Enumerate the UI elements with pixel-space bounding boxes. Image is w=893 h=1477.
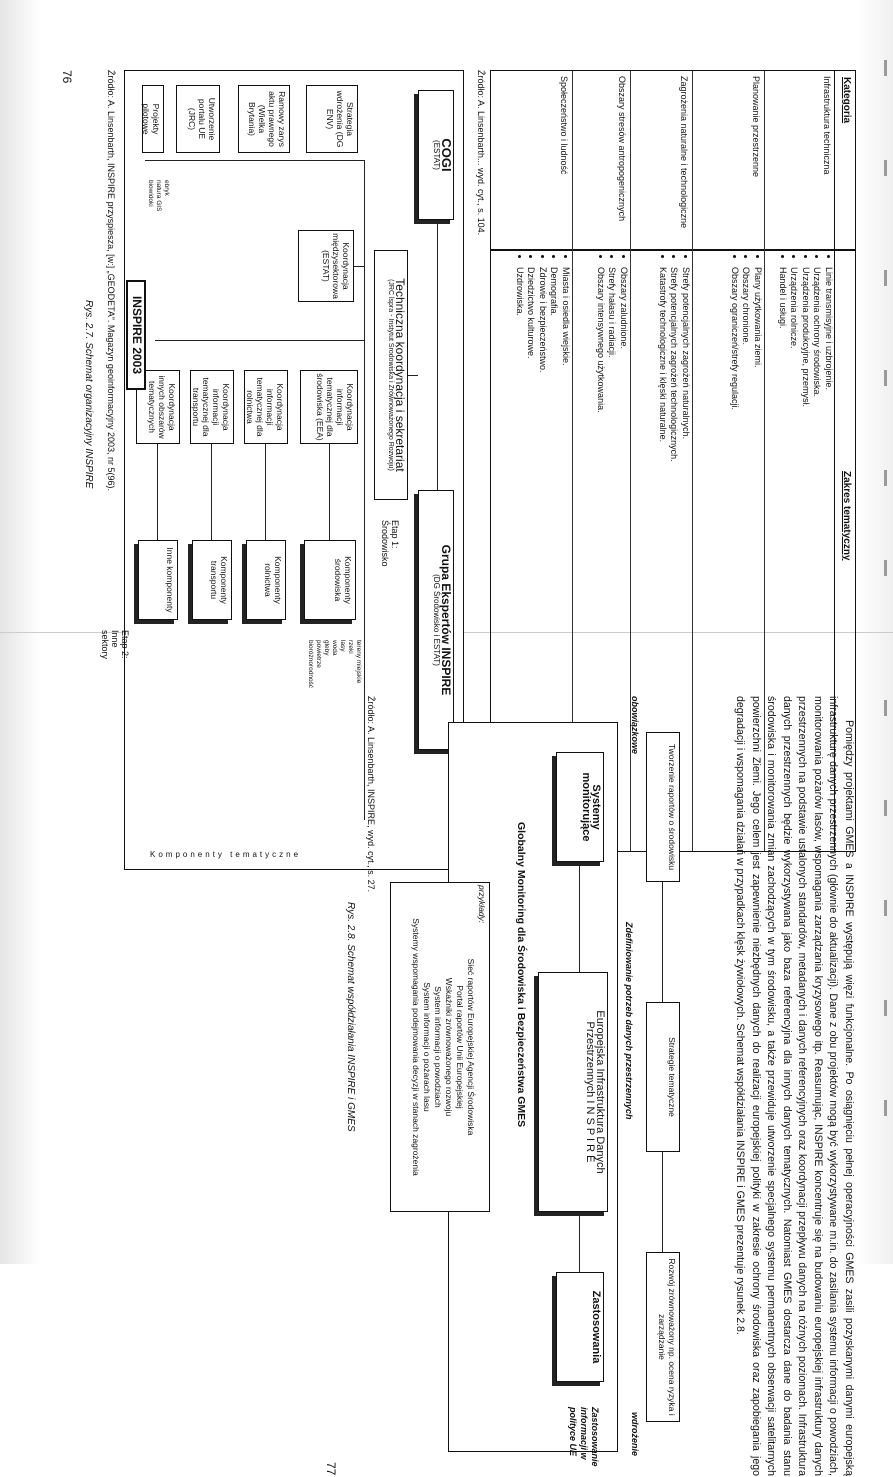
thematic-components-label: Komponenty tematyczne (150, 850, 302, 859)
examples-title: przykłady: (477, 885, 487, 924)
inspire-2003-label: INSPIRE 2003 (126, 280, 146, 390)
tag: powietrze (315, 640, 322, 668)
row-item: • Obszary ograniczeń/strefy regulacji. (729, 267, 741, 847)
edge-mark (884, 470, 887, 486)
monitoring-systems-box: Systemy monitorujące (556, 752, 604, 862)
page-number-77: 77 (324, 1462, 338, 1476)
env-info-box: Koordynacja informacji tematycznej dla środowiska (EEA) (300, 370, 358, 444)
row-item: • Miasta i osiedla wiejskie. (560, 267, 572, 847)
agri-info-box: Koordynacja informacji tematycznej dla rolnictwa (244, 370, 288, 444)
example-item: Portal raportów Unii Europejskiej (455, 985, 465, 1109)
connector (354, 266, 365, 267)
connector (145, 160, 365, 161)
header-category: Kategoria (841, 77, 852, 124)
coordination-box (374, 250, 408, 500)
row-item: • Handel i usługi. (777, 267, 789, 847)
row-item: • Uzdrowiska. (514, 267, 526, 847)
implementation-label: wdrożenie (630, 1412, 640, 1457)
transport-components-box: Komponenty transportu (192, 540, 232, 620)
connector (437, 220, 438, 490)
row-item: • Plany użytkowania ziemi. (752, 267, 764, 847)
table-source: Źródło: A. Linsenbarth... wyd. cyt., s. 104. (476, 70, 486, 236)
legal-framework-box: Ramowy zarys aktu prawnego (Wielka Brytania) (238, 85, 290, 153)
gis-tag: natura GIS (155, 180, 162, 212)
diagram-source: Źródło: A. Linsenbarth, INSPIRE przyspiesza, [w:] „GEODETA”. Magazyn geoinformacyjny 2003, nr 5(96). (106, 70, 116, 492)
row-item: • Obszary zaludnione. (618, 267, 630, 847)
examples-box (390, 882, 490, 1212)
page-77 (50, 672, 870, 1476)
edge-mark (884, 60, 887, 76)
row-category: Planowanie przestrzenne (751, 76, 761, 178)
row-item: • Urządzenia ochrony środowiska. (811, 267, 823, 847)
edge-mark (884, 1100, 887, 1116)
figure-caption-2-7: Rys. 2.7. Schemat organizacyjny INSPIRE (83, 300, 94, 489)
edge-mark (884, 160, 887, 176)
stage-2-label: Etap 2: Inne sektory (100, 630, 130, 660)
connector (329, 444, 330, 540)
tag: woda (331, 640, 338, 656)
gmes-title: Globalny Monitoring dla Środowiska i Bezpieczeństwa GMES (515, 822, 527, 1128)
row-category: Infrastruktura techniczna (822, 76, 832, 175)
other-components-box: Inne komponenty (138, 540, 178, 620)
row-item: • Strefy potencjalnych zagrożeń naturalnych. (680, 267, 692, 847)
row-category: Zagrożenia naturalne i technologiczne (679, 76, 689, 229)
row-item: • Obszary intensywnego użytkowania. (595, 267, 607, 847)
edge-mark (884, 270, 887, 286)
row-item: • Demografia. (548, 267, 560, 847)
eu-policy-label: Zastosowanie informacji w polityce UE (568, 1407, 600, 1467)
row-item: • Strefy potencjalnych zagrożeń technologicznych. (668, 267, 680, 847)
connector (265, 444, 266, 540)
edge-mark (884, 900, 887, 916)
edge-mark (884, 560, 887, 576)
gmes-source: Źródło: A. Linsenbarth, INSPIRE, wyd. cyt., s. 27. (366, 696, 376, 893)
connector (662, 882, 663, 1002)
cogi-box (418, 90, 454, 220)
figure-caption-2-8: Rys. 2.8. Schemat współdziałania INSPIRE i GMES (345, 902, 356, 1132)
example-item: System informacji o pożarach lasu (422, 982, 432, 1112)
sustainable-dev-box: Rozwój zrównoważony np. ocena ryzyka i zarządzanie (646, 1252, 680, 1422)
tag: lasy (339, 640, 346, 652)
coordination-sub: (JRC lspra - Instytut Środowiska i Zrównoważonego Rozwoju) (387, 279, 394, 471)
mandatory-label: obowiązkowe (630, 696, 640, 755)
body-paragraph: Pomiędzy projektami GMES a INSPIRE występują więzi funkcjonalne. Po osiągnięciu pełnej operacyjności GMES zasili pozyskanymi danymi europejską infrastrukturę danych przestrzennych (głównie do aktualizacji). Dane z obu projektów mogą być wykorzystywane m.in. do zasilania systemu informacji o powodziach, monitorowania pożarów lasów, wspomagania zarządzania kryzysowego itp. Reasumując, INSPIRE koncentruje się na budowaniu europejskiej infrastruktury danych przestrzennych na podstawie ustalonych standardów, metadanych i danych referencyjnych oraz koordynacji przepływu danych na różnych poziomach. Infrastruktura danych przestrzennych będzie wykorzystywana jako baza referencyjna dla innych danych tematycznych. Natomiast GMES dostarcza dane do badania stanu środowiska i monitorowania zmian zachodzących w tym środowisku, a także przewiduje utworzenie specjalnego systemu permanentnych obserwacji satelitarnych powierzchni Ziemi. Jego celem jest zapewnienie niezbędnych danych do realizacji europejskiej polityki w zakresie ochrony środowiska oraz zapobiegania jego degradacji i wspomagania działań w przypadkach klęsk żywiołowych. Schemat współdziałania INSPIRE i GMES prezentuje rysunek 2.8. (734, 696, 855, 1476)
connector (579, 862, 580, 972)
connector (157, 444, 158, 540)
edge-mark (884, 1000, 887, 1016)
stage-1-label: Etap 1: Środowisko (380, 520, 400, 567)
spatial-needs-label: Zdefiniowanie potrzeb danych przestrzennych (624, 922, 634, 1120)
row-item: • Urządzenia rolnicze. (788, 267, 800, 847)
connector (211, 444, 212, 540)
example-item: Systemy wspomagania podejmowania decyzji w stanach zagrożenia (411, 918, 421, 1176)
gis-tags (146, 180, 170, 211)
row-category: Społeczeństwo i ludność (559, 76, 569, 175)
tag: tereny miejskie (355, 640, 362, 684)
gis-tag: biowidoki (147, 180, 154, 207)
tag: rzeki (347, 640, 354, 654)
european-sdi-box: Europejska Infrastruktura Danych Przestrzennych I N S P I R E (538, 972, 608, 1212)
row-item: • Strefy hałasu i radiacji. (606, 267, 618, 847)
row-category: Obszary stresów antropogenicznych (617, 76, 627, 222)
coordination-title: Techniczna koordynacja i sekretariat (393, 278, 407, 472)
applications-box: Zastosowania (556, 1272, 604, 1382)
transport-info-box: Koordynacja informacji tematycznej dla transportu (190, 370, 234, 444)
pilot-projects-box: Projekty pilotowe (142, 85, 164, 153)
edge-mark (884, 800, 887, 816)
row-item: • Dziedzictwo kulturowe. (525, 267, 537, 847)
edge-mark (884, 700, 887, 716)
reports-box: Tworzenie raportów o środowisku (646, 732, 680, 882)
row-item: • Zdrowie i bezpieczeństwo. (537, 267, 549, 847)
connector (579, 1212, 580, 1272)
other-info-box: Koordynacja innych obszarów tematycznych (136, 370, 180, 444)
intersector-box: Koordynacja międzysektorowa (ESTAT) (298, 230, 354, 302)
example-item: System informacji o powodziach (433, 986, 443, 1108)
cogi-sub: (ESTAT) (432, 140, 441, 170)
connector (155, 340, 365, 341)
row-item: • Linie transmisyjne i uzbrojenie. (823, 267, 835, 847)
agri-components-box: Komponenty rolnictwa (246, 540, 286, 620)
gis-tag: ebryk (163, 180, 170, 196)
row-item: • Katastrofy technologiczne i klęski naturalne. (657, 267, 669, 847)
thematic-strategies-box: Strategie tematyczne (646, 1002, 680, 1152)
row-item: • Obszary chronione. (740, 267, 752, 847)
experts-title: Grupa Ekspertów INSPIRE (439, 544, 453, 696)
experts-sub: (DG Środowisko i ESTAT) (432, 574, 441, 666)
tag: bioróżnorodność (307, 640, 314, 689)
tag: gleby (323, 640, 330, 656)
example-item: Sieć raportów Europejskiej Agencji Środowiska (466, 958, 476, 1136)
header-scope: Zakres tematyczny (841, 471, 852, 561)
strategy-box: Strategia wdrożenia (DG ENV) (306, 85, 358, 153)
connector (662, 1152, 663, 1252)
connector (408, 375, 418, 376)
page-number-76: 76 (60, 70, 74, 84)
example-item: Wskaźniki zrównoważonego rozwoju (444, 977, 454, 1117)
edge-mark (884, 370, 887, 386)
cogi-title: COGI (439, 138, 454, 172)
eu-portal-box: Utworzenie portalu UE (JRC) (176, 85, 220, 153)
env-components-box: Komponenty środowiska (304, 540, 356, 620)
row-item: • Urządzenia produkcyjne, przemysł. (800, 267, 812, 847)
